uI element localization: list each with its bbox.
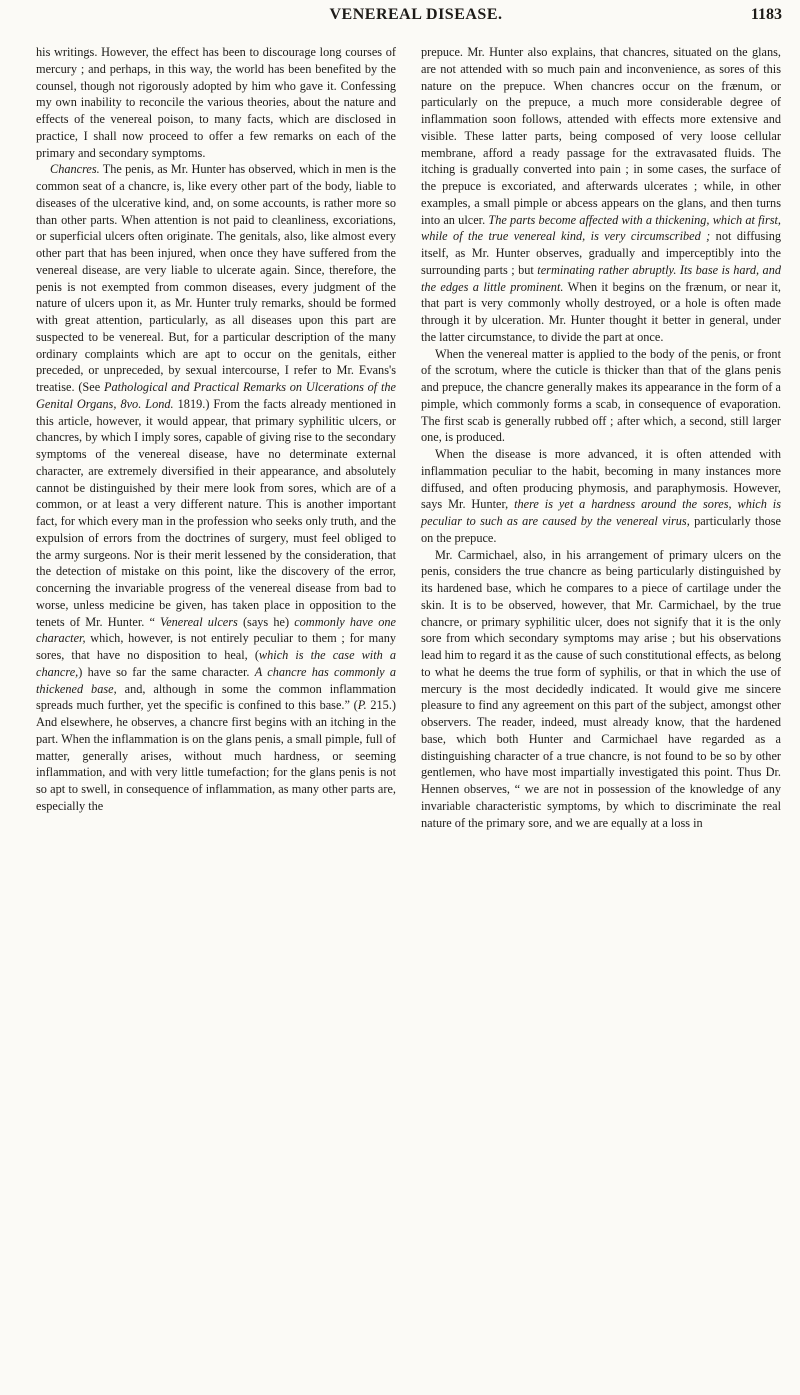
italic-text: Chancres. [50, 162, 100, 177]
text-run: prepuce. Mr. Hunter also explains, that chancres, situated on the glans, are not attended with so much pain and inconvenience, as sores of this nature on the prepuce. When chancres occur on the frænum, or particularly on the prepuce, a much more considerable degree of inflammation soon follows, attended with effects more extensive and visible. These latter parts, being composed of very loose cellular membrane, afford a ready passage for the extravasated fluids. The itching is gradually converted into pain ; in some cases, the surface of the prepuce is excoriated, and afterwards ulcerates ; while, in other examples, a small pimple or abcess appears on the glans, and then turns into an ulcer. [421, 45, 781, 227]
running-title: VENEREAL DISEASE. [329, 6, 503, 23]
italic-text: commonly have one character, [36, 614, 396, 646]
text-run: The penis, as Mr. Hunter has observed, which in men is the common seat of a chancre, is, like every other part of the body, liable to diseases of the ulcerative kind, and, on some accounts, is rather more so than other parts. When attention is not paid to cleanliness, excoriations, or superficial ulcers often originate. The genitals, also, like almost every other part that has been injured, when once they have suffered from the venereal disease, are very liable to ulcerate again. Since, therefore, the penis is not exempted from common diseases, every judgment of the nature of ulcers upon it, as Mr. Hunter truly remarks, should be formed with great attention, particularly, as all diseases upon this part are suspected to be venereal. But, for a particular description of the many ordinary complaints which are apt to occur on the genitals, either preceded, or unpreceded, by sexual intercourse, I refer to Mr. Evans's treatise. (See [36, 162, 396, 394]
italic-text: which is the case with a chancre, [36, 648, 397, 679]
italic-text: Pathological and Practical Remarks on Ulcerations of the Genital Organs, [36, 380, 396, 411]
text-run: which, however, is not entirely peculiar to them ; for many sores, that have no disposition to heal, ( [36, 631, 396, 662]
text-run: When it begins on the frænum, or near it, that part is very commonly wholly destroyed, or a hole is often made through it by ulceration. Mr. Hunter thought it better in general, under the latter circumstance, to divide the part at once. [421, 279, 782, 344]
text-run: When the disease is more advanced, it is often attended with inflammation peculiar to the habit, becoming in many instances more diffused, and often producing phymosis, and paraphymosis. However, says Mr. Hunter, [421, 447, 781, 512]
text-run: Mr. Carmichael, also, in his arrangement of primary ulcers on the penis, considers the true chancre as being particularly distinguished by its hardened base, which he compares to a piece of cartilage under the skin. It is to be observed, however, that Mr. Carmichael, by the true chancre, or primary syphilitic ulcer, does not signify that it is the only sore from which secondary symptoms may arise ; but his observations lead him to regard it as the cause of such constitutional effects, as belong to what he deems the true form of syphilis, or that in which the use of mercury is the most decidedly indicated. It would give me sincere pleasure to find any agreement on this part of the subject, amongst other observers. The reader, indeed, must already know, that the hardened base, which both Hunter and Carmichael have regarded as a distinguishing character of a true chancre, is not found to be so by other gentlemen, who have most impartially investigated this point. Thus Dr. Hennen observes, “ we are not in possession of the knowledge of any invariable characteristic symptoms, by which to discriminate the real nature of the primary sore, and we are equally at a loss in [421, 547, 781, 830]
text-run: particularly those on the prepuce. [421, 514, 781, 545]
paragraph [421, 547, 781, 832]
text-run: When the venereal matter is applied to the body of the penis, or front of the scrotum, where the cuticle is thicker than that of the glans penis and prepuce, the chancre generally makes its appearance in the form of a pimple, which commonly forms a scab, in consequence of evaporation. The first scab is generally rubbed off ; after which, a second, still larger one, is produced. [421, 346, 781, 445]
italic-text: A chancre has commonly a thickened base, [36, 664, 396, 696]
paragraph-chancres [36, 161, 396, 814]
text-run: 1819.) From the facts already mentioned in this article, however, it would appear, that primary syphilitic ulcers, or chancres, by which I imply sores, capable of giving rise to the secondary symptoms of the venereal disease, have no determinate external character, are extremely diversified in their appearance, and absolutely cannot be distinguished by their mere look from sores, which are of a common, or at least a very different nature. This is another important fact, for which every man in the profession who seeks only truth, and the expulsion of errors from the doctrines of surgery, must feel obliged to the army surgeons. Nor is their merit lessened by the consideration, that the detection of mistake on this point, like the discovery of the error, concerning the invariable progress of the venereal disease from bad to worse, unless medicine be given, has taken place in opposition to the tenets of Mr. Hunter. “ [36, 396, 397, 629]
right-column [421, 44, 781, 831]
text-run: and, although in some the common inflammation spreads much further, yet the specific is confined to this base.” ( [36, 681, 396, 713]
paragraph [36, 44, 396, 161]
italic-text: The parts become affected with a thickening, which at first, while of the true venereal kind, is very circumscribed ; [421, 212, 782, 244]
running-head [36, 6, 796, 28]
paragraph [421, 346, 781, 447]
italic-text: P. [357, 698, 367, 713]
text-run: (says he) [237, 614, 295, 629]
left-column [36, 44, 396, 815]
italic-text: terminating rather abruptly. Its base is hard, and the edges a little prominent. [421, 262, 782, 294]
italic-text: Venereal ulcers [160, 614, 238, 629]
paragraph [421, 446, 781, 547]
page-number: 1183 [750, 6, 782, 23]
text-run: not diffusing itself, as Mr. Hunter observes, gradually and imperceptibly into the surrounding parts ; but [421, 229, 781, 277]
text-run: ) have so far the same character. [78, 664, 255, 679]
text-run: his writings. However, the effect has been to discourage long courses of mercury ; and perhaps, in this way, the world has been benefited by the counsel, though not rigorously adopted by him who gave it. Confessing my own inability to reconcile the various theories, about the nature and effects of the venereal poison, to many facts, which are disclosed in practice, I shall now proceed to offer a few remarks on each of the primary and secondary symptoms. [36, 45, 396, 160]
text-run: 215.) And elsewhere, he observes, a chancre first begins with an itching in the part. When the inflammation is on the glans penis, a small pimple, full of matter, generally arises, without much hardness, or seeming inflammation, and with very little tumefaction; for the glans penis is not so apt to swell, in consequence of inflammation, as many other parts are, especially the [36, 698, 396, 813]
italic-text: 8vo. Lond. [120, 396, 174, 411]
italic-text: there is yet a hardness around the sores, which is peculiar to such as are caused by the venereal virus, [421, 497, 781, 528]
paragraph [421, 44, 781, 346]
